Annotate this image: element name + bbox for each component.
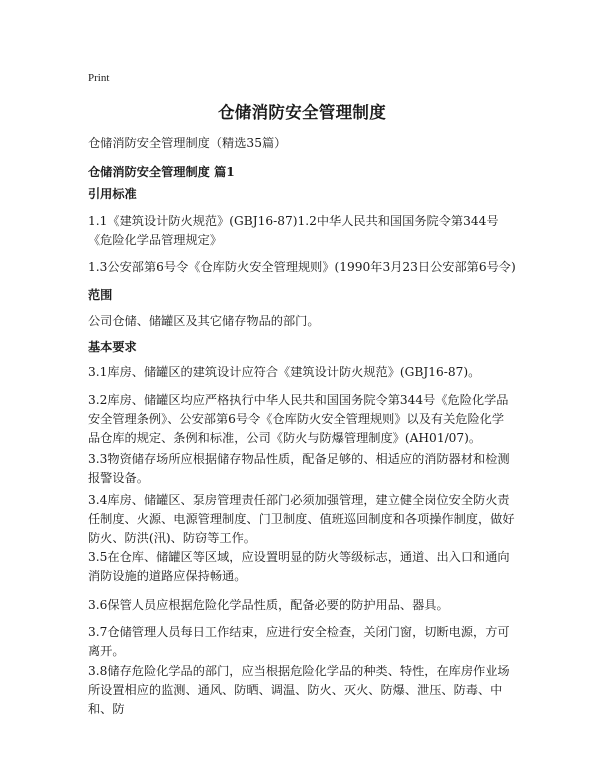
print-label[interactable]: Print <box>88 72 110 84</box>
requirement-item: 3.3物资储存场所应根据储存物品性质，配备足够的、相适应的消防器材和检测报警设备。 <box>88 452 510 485</box>
reference-item: 1.3公安部第6号令《仓库防火安全管理规则》(1990年3月23日公安部第6号令) <box>88 260 516 274</box>
document-title: 仓储消防安全管理制度 <box>218 103 386 122</box>
heading-basic-requirements: 基本要求 <box>88 340 137 354</box>
requirement-item: 3.1库房、储罐区的建筑设计应符合《建筑设计防火规范》(GBJ16-87)。 <box>88 365 481 379</box>
section-heading: 仓储消防安全管理制度 篇1 <box>88 165 235 179</box>
requirement-item: 3.2库房、储罐区均应严格执行中华人民共和国国务院令第344号《危险化学品安全管理条例》、公安部第6号令《仓库防火安全管理规则》以及有关危险化学品仓库的规定、条例和标准，公司《防火与防爆管理制度》(AH01/07)。 <box>88 393 509 445</box>
subtitle: 仓储消防安全管理制度（精选35篇） <box>88 136 287 150</box>
requirement-item: 3.4库房、储罐区、泵房管理责任部门必须加强管理，建立健全岗位安全防火责任制度、火源、电源管理制度、门卫制度、值班巡回制度和各项操作制度，做好防火、防洪(汛)、防窃等工作。 <box>88 493 515 545</box>
heading-scope: 范围 <box>88 288 113 302</box>
requirement-item: 3.8储存危险化学品的部门，应当根据危险化学品的种类、特性，在库房作业场所设置相应的监测、通风、防晒、调温、防火、灭火、防爆、泄压、防毒、中和、防 <box>88 664 510 716</box>
heading-references: 引用标准 <box>88 187 137 201</box>
requirement-item: 3.7仓储管理人员每日工作结束，应进行安全检查，关闭门窗，切断电源，方可离开。 <box>88 625 510 658</box>
requirement-item: 3.6保管人员应根据危险化学品性质，配备必要的防护用品、器具。 <box>88 598 449 612</box>
scope-text: 公司仓储、储罐区及其它储存物品的部门。 <box>88 314 320 328</box>
reference-item: 1.1《建筑设计防火规范》(GBJ16-87)1.2中华人民共和国国务院令第344号《危险化学品管理规定》 <box>88 214 499 247</box>
requirement-item: 3.5在仓库、储罐区等区域，应设置明显的防火等级标志，通道、出入口和通向消防设施的道路应保持畅通。 <box>88 550 510 583</box>
